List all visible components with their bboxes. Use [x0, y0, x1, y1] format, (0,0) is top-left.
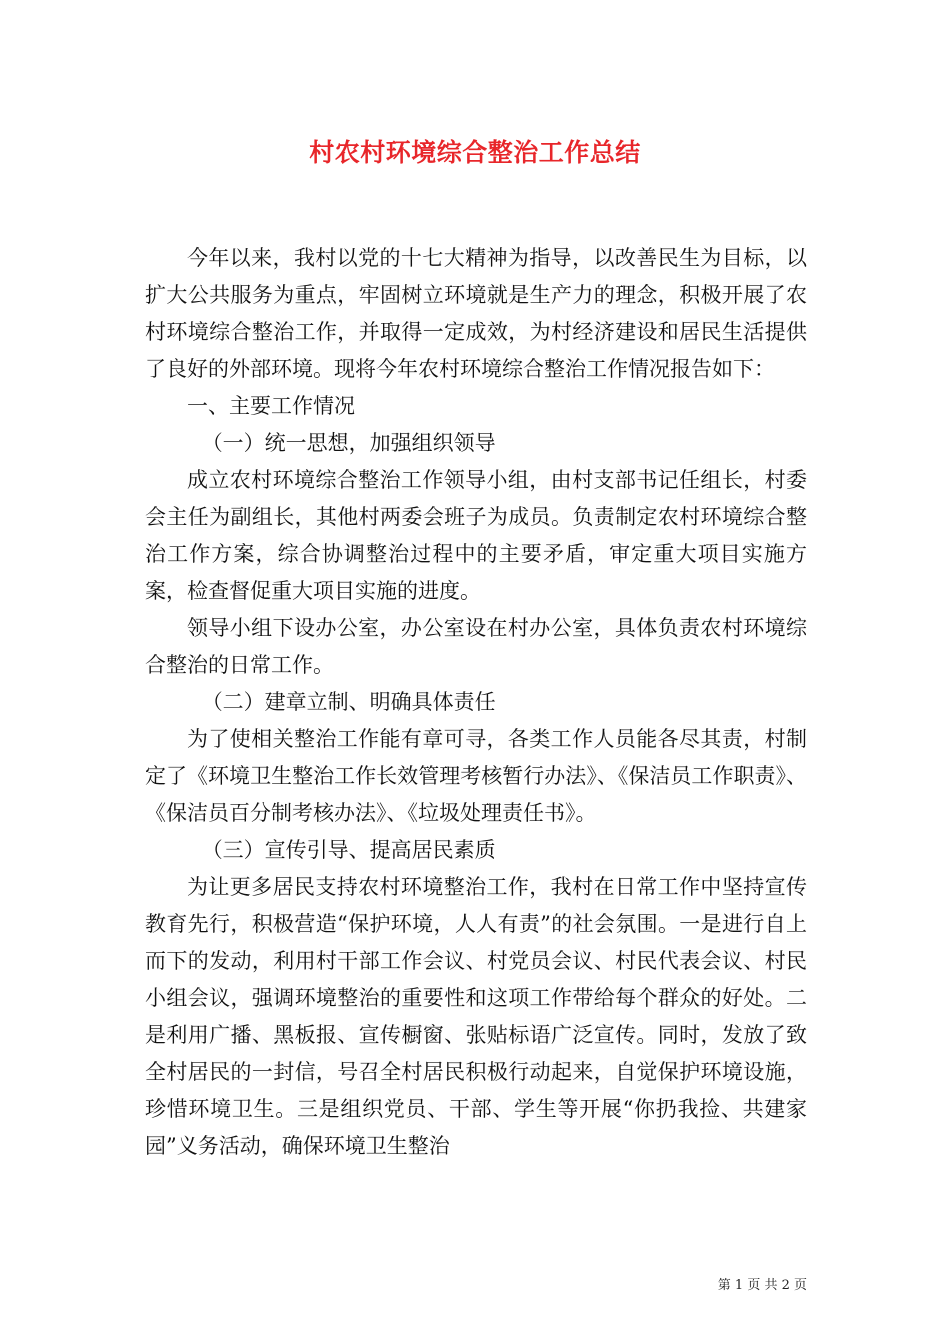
- subsection-heading-1: （一）统一思想，加强组织领导: [201, 431, 496, 455]
- section-heading-1: 一、主要工作情况: [187, 394, 355, 418]
- subsection-heading-3: （三）宣传引导、提高居民素质: [201, 838, 496, 862]
- paragraph-regulations: 为了使相关整治工作能有章可寻，各类工作人员能各尽其责，村制定了《环境卫生整治工作长效管理考核暂行办法》、《保洁员工作职责》、《保洁员百分制考核办法》、《垃圾处理责任书》。: [145, 727, 807, 825]
- paragraph-leadership-group: 成立农村环境综合整治工作领导小组，由村支部书记任组长，村委会主任为副组长，其他村两委会班子为成员。负责制定农村环境综合整治工作方案，综合协调整治过程中的主要矛盾，审定重大项目实施方案，检查督促重大项目实施的进度。: [145, 468, 807, 603]
- paragraph-publicity: 为让更多居民支持农村环境整治工作，我村在日常工作中坚持宣传教育先行，积极营造“保护环境，人人有责”的社会氛围。一是进行自上而下的发动，利用村干部工作会议、村党员会议、村民代表会议、村民小组会议，强调环境整治的重要性和这项工作带给每个群众的好处。二是利用广播、黑板报、宣传橱窗、张贴标语广泛宣传。同时，发放了致全村居民的一封信，号召全村居民积极行动起来，自觉保护环境设施，珍惜环境卫生。三是组织党员、干部、学生等开展“你扔我捡、共建家园”义务活动，确保环境卫生整治: [145, 875, 807, 1158]
- paragraph-office: 领导小组下设办公室，办公室设在村办公室，具体负责农村环境综合整治的日常工作。: [145, 616, 807, 677]
- subsection-heading-2: （二）建章立制、明确具体责任: [201, 690, 496, 714]
- document-body: [145, 240, 807, 1165]
- page-number-footer: 第 1 页 共 2 页: [717, 1278, 807, 1293]
- document-title: 村农村环境综合整治工作总结: [309, 138, 641, 167]
- paragraph-intro: 今年以来，我村以党的十七大精神为指导，以改善民生为目标，以扩大公共服务为重点，牢固树立环境就是生产力的理念，积极开展了农村环境综合整治工作，并取得一定成效，为村经济建设和居民生活提供了良好的外部环境。现将今年农村环境综合整治工作情况报告如下：: [145, 246, 807, 381]
